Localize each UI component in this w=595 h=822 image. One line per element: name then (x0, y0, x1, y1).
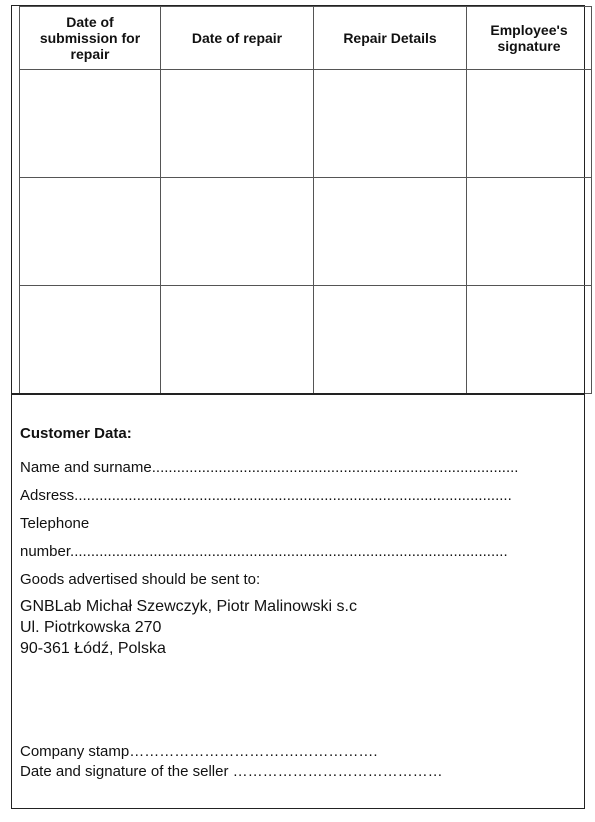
table-cell[interactable] (20, 70, 161, 178)
table-row (20, 286, 592, 394)
table-cell[interactable] (314, 178, 467, 286)
section-divider (11, 393, 585, 395)
goods-sent-to-label: Goods advertised should be sent to: (20, 571, 261, 588)
customer-data-section (20, 425, 580, 594)
table-cell[interactable] (161, 70, 314, 178)
table-cell[interactable] (161, 286, 314, 394)
telephone-label: Telephone (20, 515, 90, 532)
seller-signature-field[interactable]: Date and signature of the seller …………………………………… (20, 763, 443, 780)
footer-signatures (20, 742, 580, 782)
address-street: Ul. Piotrkowska 270 (20, 619, 162, 636)
address-company: GNBLab Michał Szewczyk, Piotr Malinowski s.c (20, 598, 357, 615)
address-city: 90-361 Łódź, Polska (20, 640, 166, 657)
repair-table (19, 6, 592, 394)
header-date-of-repair: Date of repair (161, 7, 314, 70)
table-cell[interactable] (314, 70, 467, 178)
table-cell[interactable] (20, 178, 161, 286)
table-cell[interactable] (467, 70, 592, 178)
table-cell[interactable] (467, 286, 592, 394)
telephone-number-field[interactable]: number......................................................................................................... (20, 543, 508, 560)
table-cell[interactable] (20, 286, 161, 394)
shipping-address (20, 596, 580, 659)
table-cell[interactable] (161, 178, 314, 286)
table-row (20, 70, 592, 178)
table-cell[interactable] (467, 178, 592, 286)
name-and-surname-field[interactable]: Name and surname........................................................................................ (20, 459, 519, 476)
customer-data-title: Customer Data: (20, 425, 132, 442)
header-employee-signature: Employee's signature (467, 7, 592, 70)
table-row (20, 178, 592, 286)
header-repair-details: Repair Details (314, 7, 467, 70)
table-header-row (20, 7, 592, 70)
header-date-of-submission: Date of submission for repair (20, 7, 161, 70)
company-stamp-field[interactable]: Company stamp…………………………….……………. (20, 743, 378, 760)
table-cell[interactable] (314, 286, 467, 394)
address-field[interactable]: Adsress......................................................................................................... (20, 487, 512, 504)
